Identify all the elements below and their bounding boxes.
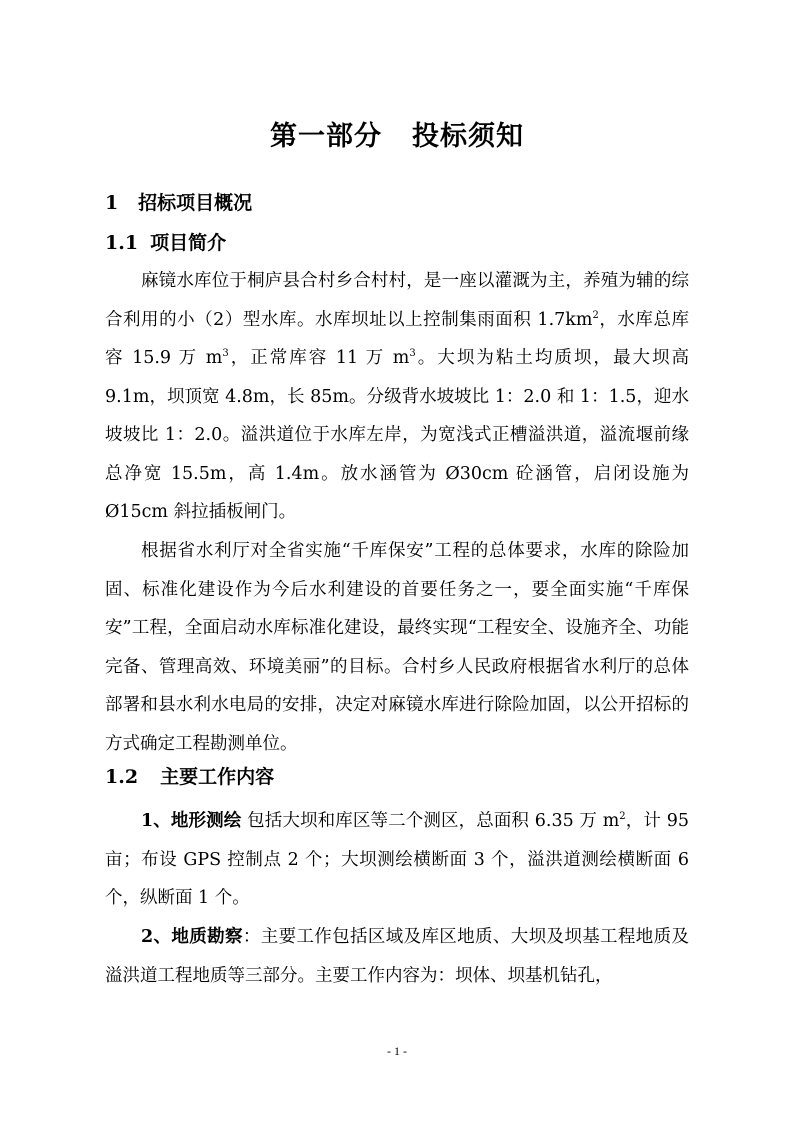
section-label: 招标项目概况 xyxy=(138,192,253,214)
paragraph-geological-survey: 2、地质勘察：主要工作包括区域及库区地质、大坝及坝基工程地质及溢洪道工程地质等三部分。主要工作内容为：坝体、坝基机钻孔， xyxy=(105,927,689,986)
section-label: 项目简介 xyxy=(150,232,227,254)
section-number: 1 xyxy=(105,192,119,214)
section-heading-1 xyxy=(105,188,252,218)
section-heading-1-2 xyxy=(105,762,274,792)
section-number: 1.2 xyxy=(105,766,139,788)
page-number: - 1 - xyxy=(387,1044,407,1058)
paragraph-background: 根据省水利厅对全省实施“千库保安”工程的总体要求，水库的除险加固、标准化建设作为今后水利建设的首要任务之一，要全面实施“千库保安”工程，全面启动水库标准化建设，最终实现“工程安全、设施齐全、功能完备、管理高效、环境美丽”的目标。合村乡人民政府根据省水利厅的总体部署和县水利水电局的安排，决定对麻镜水库进行除险加固，以公开招标的方式确定工程勘测单位。 xyxy=(105,541,689,754)
section-label: 主要工作内容 xyxy=(160,766,275,788)
section-number: 1.1 xyxy=(105,232,139,254)
page-title xyxy=(0,117,794,157)
paragraph-project-intro: 麻镜水库位于桐庐县合村乡合村村，是一座以灌溉为主，养殖为辅的综合利用的小（2）型水库。水库坝址以上控制集雨面积 $1.7km^2$，水库总库容 15.9 万 $m^3$，正常库容 11 万 $m^3$。大坝为粘土均质坝，最大坝高 9.1m，坝顶宽 4.8m，长 85m。分级背水坡坡比 1：2.0 和 1：1.5，迎水坡坡比 1：2.0。溢洪道位于水库左岸，为宽浅式正槽溢洪道，溢流堰前缘总净宽 15.5m，高 1.4m。放水涵管为 Ø30cm 砼涵管，启闭设施为 Ø15cm 斜拉插板闸门。 xyxy=(105,271,689,522)
title-part: 第一部分 xyxy=(270,121,382,152)
section-heading-1-1 xyxy=(105,228,226,258)
title-name: 投标须知 xyxy=(412,121,524,152)
paragraph-topographic-survey: 1、地形测绘 包括大坝和库区等二个测区，总面积 6.35 万 $m^2$，计 95 亩；布设 GPS 控制点 2 个；大坝测绘横断面 3 个，溢洪道测绘横断面 6 个，纵断面 1 个。 xyxy=(105,811,689,908)
